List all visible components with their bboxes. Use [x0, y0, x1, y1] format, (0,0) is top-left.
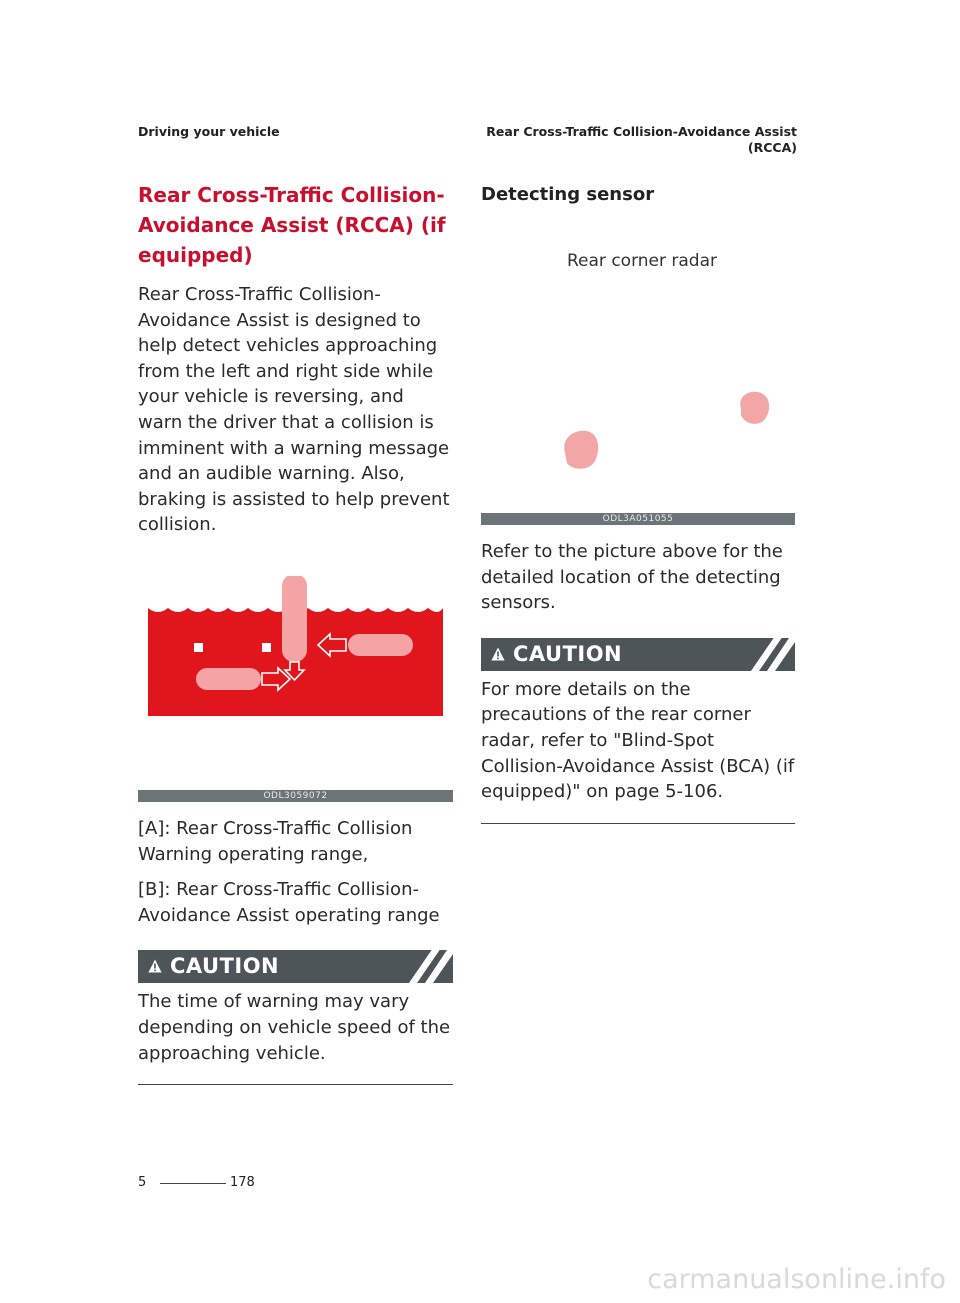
running-header-chapter: Driving your vehicle — [138, 124, 280, 139]
sensor-figure — [481, 217, 795, 525]
caution-stripes-icon — [745, 638, 795, 671]
figure-label: Rear corner radar — [567, 251, 717, 271]
rear-corner-radar-markers — [481, 217, 795, 513]
left-column — [138, 180, 453, 1085]
subsection-title: Detecting sensor — [481, 184, 655, 205]
caution-end-rule — [138, 1084, 453, 1085]
caution-banner — [138, 950, 453, 983]
caution-banner — [481, 638, 795, 671]
warning-icon — [491, 647, 505, 661]
caution-text: For more details on the precautions of the rear corner radar, refer to "Blind-Spot Collision-Avoidance Assist (BCA) (if equipped)" on page 5-106. — [481, 678, 795, 803]
caution-end-rule — [481, 823, 795, 824]
footer-rule — [160, 1183, 226, 1184]
running-header-section-line1: Rear Cross-Traffic Collision-Avoidance Assist — [486, 124, 797, 139]
sensor-illustration-area — [481, 217, 795, 513]
figure-code: ODL3059072 — [138, 790, 453, 802]
refer-paragraph: Refer to the picture above for the detailed location of the detecting sensors. — [481, 541, 783, 614]
caution-label: CAUTION — [513, 641, 623, 666]
section-title — [138, 180, 453, 270]
rcca-range-illustration — [138, 576, 453, 786]
caution-stripes-icon — [403, 950, 453, 983]
caption-b: [B]: Rear Cross-Traffic Collision-Avoidance Assist operating range — [138, 879, 440, 926]
intro-paragraph: Rear Cross-Traffic Collision-Avoidance Assist is designed to help detect vehicles approaching from the left and right side while your vehicle is reversing, and warn the driver that a collision is imminent with a warning message and an audible warning. Also, braking is assisted to help prevent collision. — [138, 284, 450, 536]
watermark: carmanualsonline.info — [647, 1264, 946, 1295]
section-title-line2: Avoidance Assist (RCCA) (if — [138, 213, 446, 237]
caution-label: CAUTION — [170, 954, 280, 979]
right-column — [481, 184, 795, 824]
running-header-section-line2: (RCCA) — [747, 140, 797, 155]
running-header-section — [477, 124, 797, 156]
warning-icon — [148, 959, 162, 973]
footer-page-number: 178 — [230, 1175, 255, 1190]
section-title-line3: equipped) — [138, 243, 253, 267]
caution-text: The time of warning may vary depending on vehicle speed of the approaching vehicle. — [138, 991, 451, 1064]
footer-chapter-number: 5 — [138, 1175, 147, 1190]
rcca-range-figure — [138, 576, 453, 802]
section-title-line1: Rear Cross-Traffic Collision- — [138, 183, 445, 207]
caption-a: [A]: Rear Cross-Traffic Collision Warning operating range, — [138, 817, 413, 865]
figure-code: ODL3A051055 — [481, 513, 795, 525]
